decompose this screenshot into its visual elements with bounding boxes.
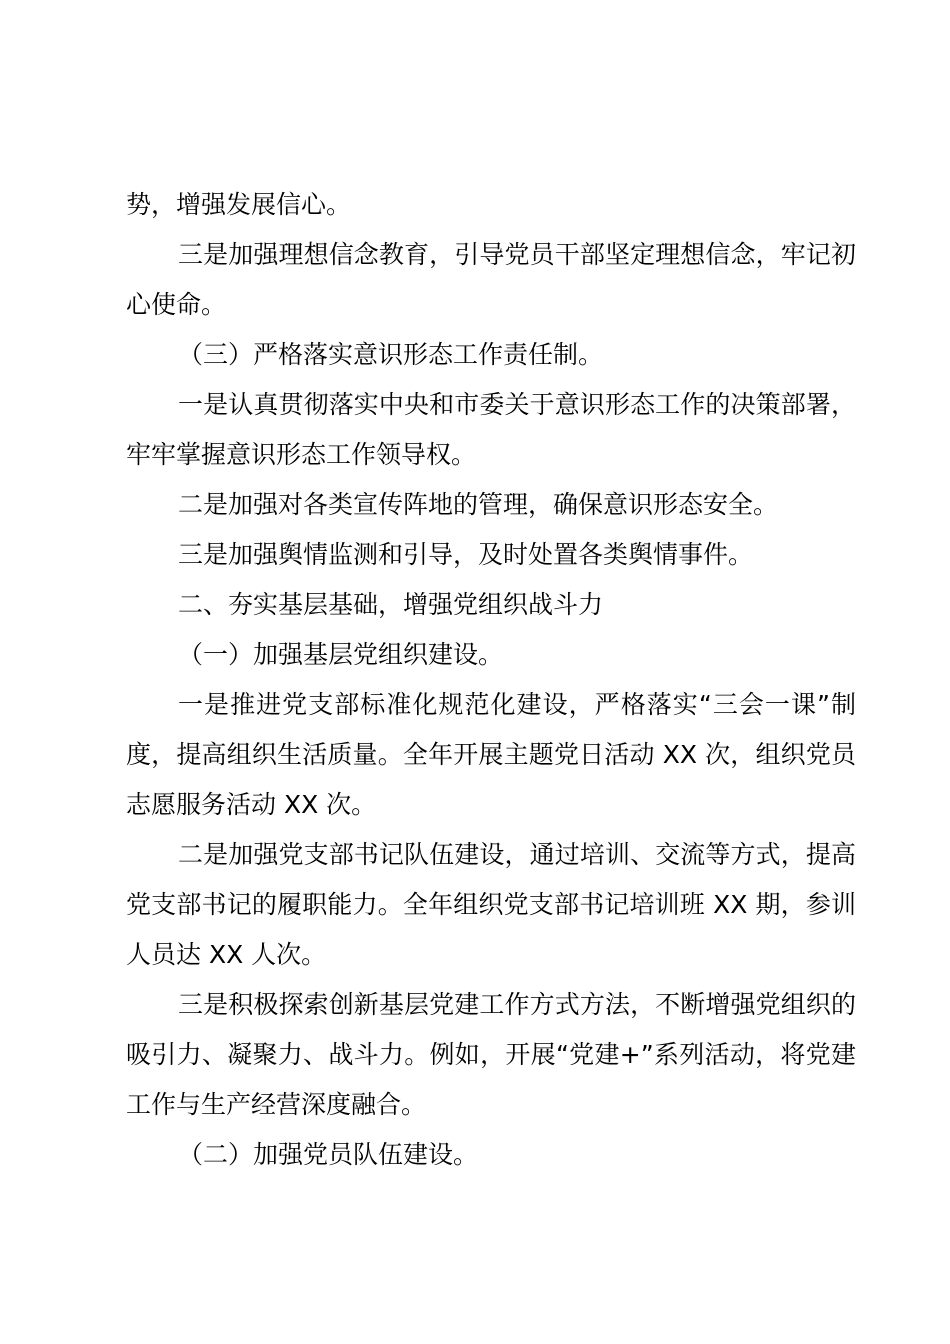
paragraph: 一是推进党支部标准化规范化建设，严格落实“三会一课”制度，提高组织生活质量。全年开展主题党日活动 XX 次，组织党员志愿服务活动 XX 次。 [126, 690, 856, 819]
paragraph: 三是加强舆情监测和引导，及时处置各类舆情事件。 [178, 540, 754, 569]
paragraph: 一是认真贯彻落实中央和市委关于意识形态工作的决策部署，牢牢掌握意识形态工作领导权。 [126, 390, 856, 469]
section-heading: （三）严格落实意识形态工作责任制。 [178, 340, 604, 369]
chapter-heading: 二、夯实基层基础，增强党组织战斗力 [178, 590, 604, 619]
paragraph: 三是加强理想信念教育，引导党员干部坚定理想信念，牢记初心使命。 [126, 240, 856, 319]
paragraph: 二是加强党支部书记队伍建设，通过培训、交流等方式，提高党支部书记的履职能力。全年组织党支部书记培训班 XX 期，参训人员达 XX 人次。 [126, 840, 856, 969]
paragraph: 三是积极探索创新基层党建工作方式方法，不断增强党组织的吸引力、凝聚力、战斗力。例如，开展“党建+”系列活动，将党建工作与生产经营深度融合。 [126, 990, 856, 1119]
section-heading: （二）加强党员队伍建设。 [178, 1140, 479, 1169]
paragraph: 势，增强发展信心。 [126, 190, 352, 219]
paragraph: 二是加强对各类宣传阵地的管理，确保意识形态安全。 [178, 490, 779, 519]
document-body [126, 180, 856, 1180]
section-heading: （一）加强基层党组织建设。 [178, 640, 504, 669]
